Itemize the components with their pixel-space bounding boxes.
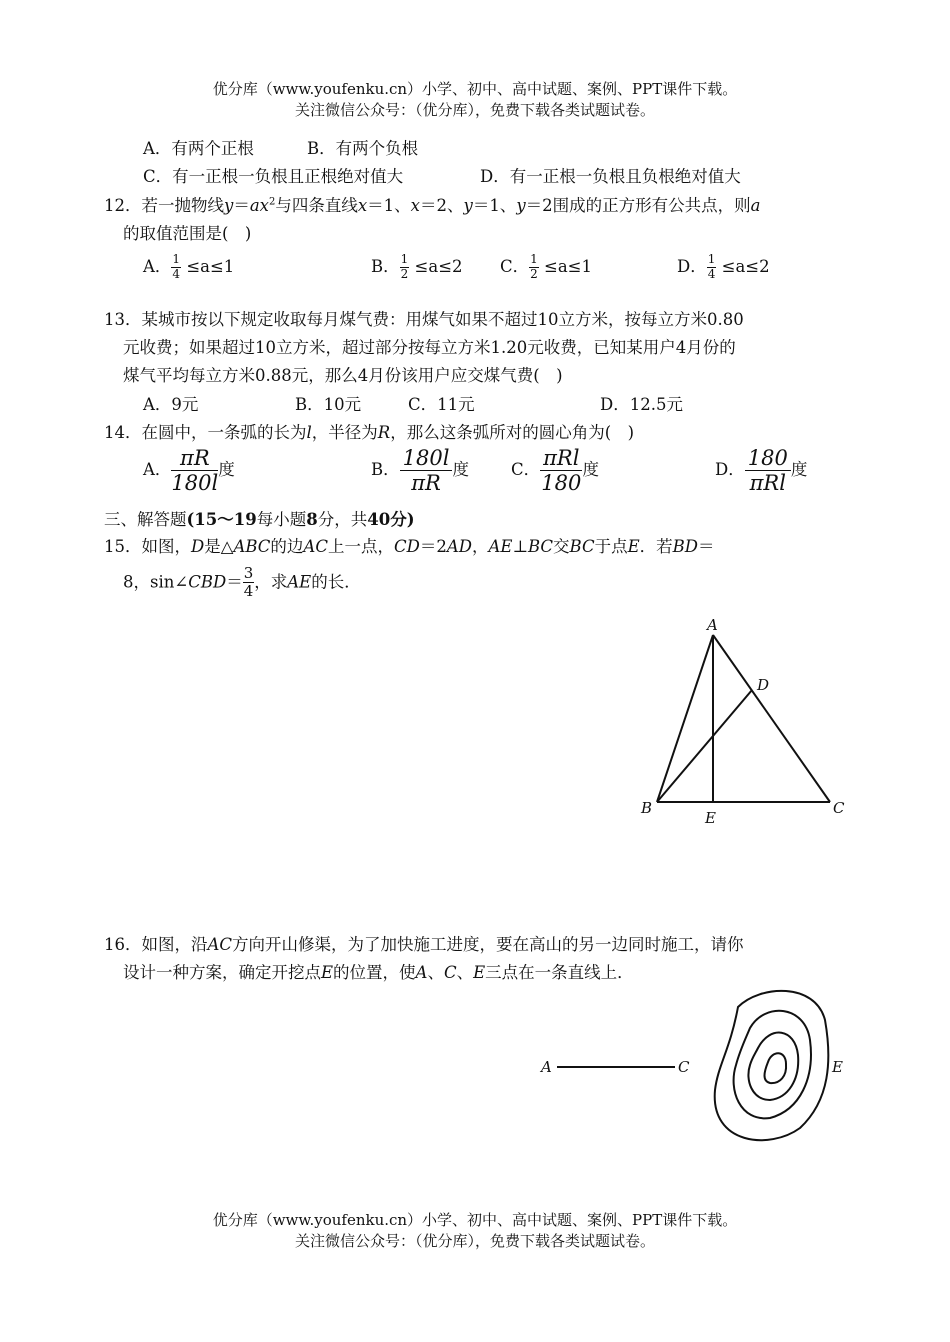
side-ac <box>713 635 830 802</box>
label-b: B <box>641 799 653 817</box>
q16-stem-line-1: 16．如图，沿AC方向开山修渠，为了加快施工进度，要在高山的另一边同时施工，请你 <box>104 935 744 954</box>
q14-option-b: B． $\frac{180l}{\pi R}$ 度 <box>371 446 469 496</box>
q14-option-d: D． $\frac{180}{\text{πRl}}$ 度 <box>715 446 808 496</box>
side-ab <box>657 635 713 802</box>
fraction: $\frac{180}{\text{πRl}}$ <box>745 446 791 495</box>
contour-middle <box>734 1011 811 1119</box>
label-c: C <box>678 1058 690 1076</box>
fraction: $\frac{3}{4}$ <box>243 564 254 601</box>
q13-option-c: C．11元 <box>408 395 475 414</box>
contour-inner <box>748 1033 798 1100</box>
q11-option-b: B．有两个负根 <box>307 139 419 158</box>
q16-stem-line-2: 设计一种方案，确定开挖点E的位置，使A、C、E三点在一条直线上． <box>123 963 634 982</box>
label-e: E <box>832 1058 843 1076</box>
fraction: $\frac{1}{4}$ <box>172 252 181 281</box>
q15-stem-line-2: 8，sin∠CBD＝ $\frac{3}{4}$ ，求AE的长． <box>123 564 361 601</box>
header-line-2: 关注微信公众号：（优分库），免费下载各类试题试卷。 <box>294 101 655 119</box>
section-heading: 三、解答题(15～19每小题8分，共40分) <box>104 510 415 529</box>
fraction: $\frac{1}{4}$ <box>707 252 716 281</box>
mountain-figure <box>530 980 860 1150</box>
fraction: $\frac{1}{2}$ <box>530 252 538 281</box>
q14-stem: 14．在圆中，一条弧的长为l，半径为R，那么这条弧所对的圆心角为( ) <box>104 423 635 442</box>
q12-option-d: D． $\frac{1}{4}$ ≤a≤2 <box>677 252 770 281</box>
q13-option-d: D．12.5元 <box>600 395 683 414</box>
q13-stem-line-3: 煤气平均每立方米0.88元，那么4月份该用户应交煤气费( ) <box>123 366 563 385</box>
q14-option-a: A． $\frac{\pi R}{180l}$ 度 <box>143 446 235 496</box>
q14-option-c: C． $\frac{\text{πRl}}{180}$ 度 <box>511 446 599 496</box>
footer-line-1: 优分库（www.youfenku.cn）小学、初中、高中试题、案例、PPT课件下载。 <box>212 1211 738 1229</box>
fraction: $\frac{1}{2}$ <box>400 252 409 281</box>
q13-option-a: A．9元 <box>143 395 199 414</box>
q11-option-a: A．有两个正根 <box>143 139 254 158</box>
label-d: D <box>757 676 770 694</box>
header-line-1: 优分库（www.youfenku.cn）小学、初中、高中试题、案例、PPT课件下载。 <box>212 80 738 98</box>
fraction: $\frac{\text{πRl}}{180}$ <box>541 446 582 496</box>
q11-option-d: D．有一正根一负根且负根绝对值大 <box>480 167 741 186</box>
q12-option-c: C． $\frac{1}{2}$ ≤a≤1 <box>500 252 593 281</box>
fraction: $\frac{180l}{\pi R}$ <box>400 446 453 495</box>
fraction: $\frac{\pi R}{180l}$ <box>171 446 219 496</box>
q15-stem-line-1: 15．如图，D是△ABC的边AC上一点，CD＝2AD，AE⊥BC交BC于点E．若BD＝ <box>104 537 715 556</box>
contour-peak <box>765 1053 787 1083</box>
q13-stem-line-1: 13．某城市按以下规定收取每月煤气费：用煤气如果不超过10立方米，按每立方米0.80 <box>104 310 744 329</box>
label-e: E <box>705 809 716 827</box>
q13-option-b: B．10元 <box>295 395 362 414</box>
q11-option-c: C．有一正根一负根且正根绝对值大 <box>143 167 404 186</box>
q12-stem-line-1: 12．若一抛物线$y=ax^2$与四条直线x＝1、x＝2、y＝1、y＝2围成的正方形有公共点，则a <box>104 196 761 215</box>
q13-stem-line-2: 元收费；如果超过10立方米，超过部分按每立方米1.20元收费，已知某用户4月份的 <box>123 338 736 357</box>
label-a: A <box>541 1058 552 1076</box>
q12-stem-line-2: 的取值范围是( ) <box>123 224 252 243</box>
footer-line-2: 关注微信公众号：（优分库），免费下载各类试题试卷。 <box>294 1232 655 1250</box>
segment-bd <box>657 690 752 802</box>
triangle-figure <box>630 610 860 830</box>
q12-option-b: B． $\frac{1}{2}$ ≤a≤2 <box>371 252 463 281</box>
label-a: A <box>707 616 718 634</box>
label-c: C <box>833 799 845 817</box>
q12-option-a: A． $\frac{1}{4}$ ≤a≤1 <box>143 252 235 281</box>
